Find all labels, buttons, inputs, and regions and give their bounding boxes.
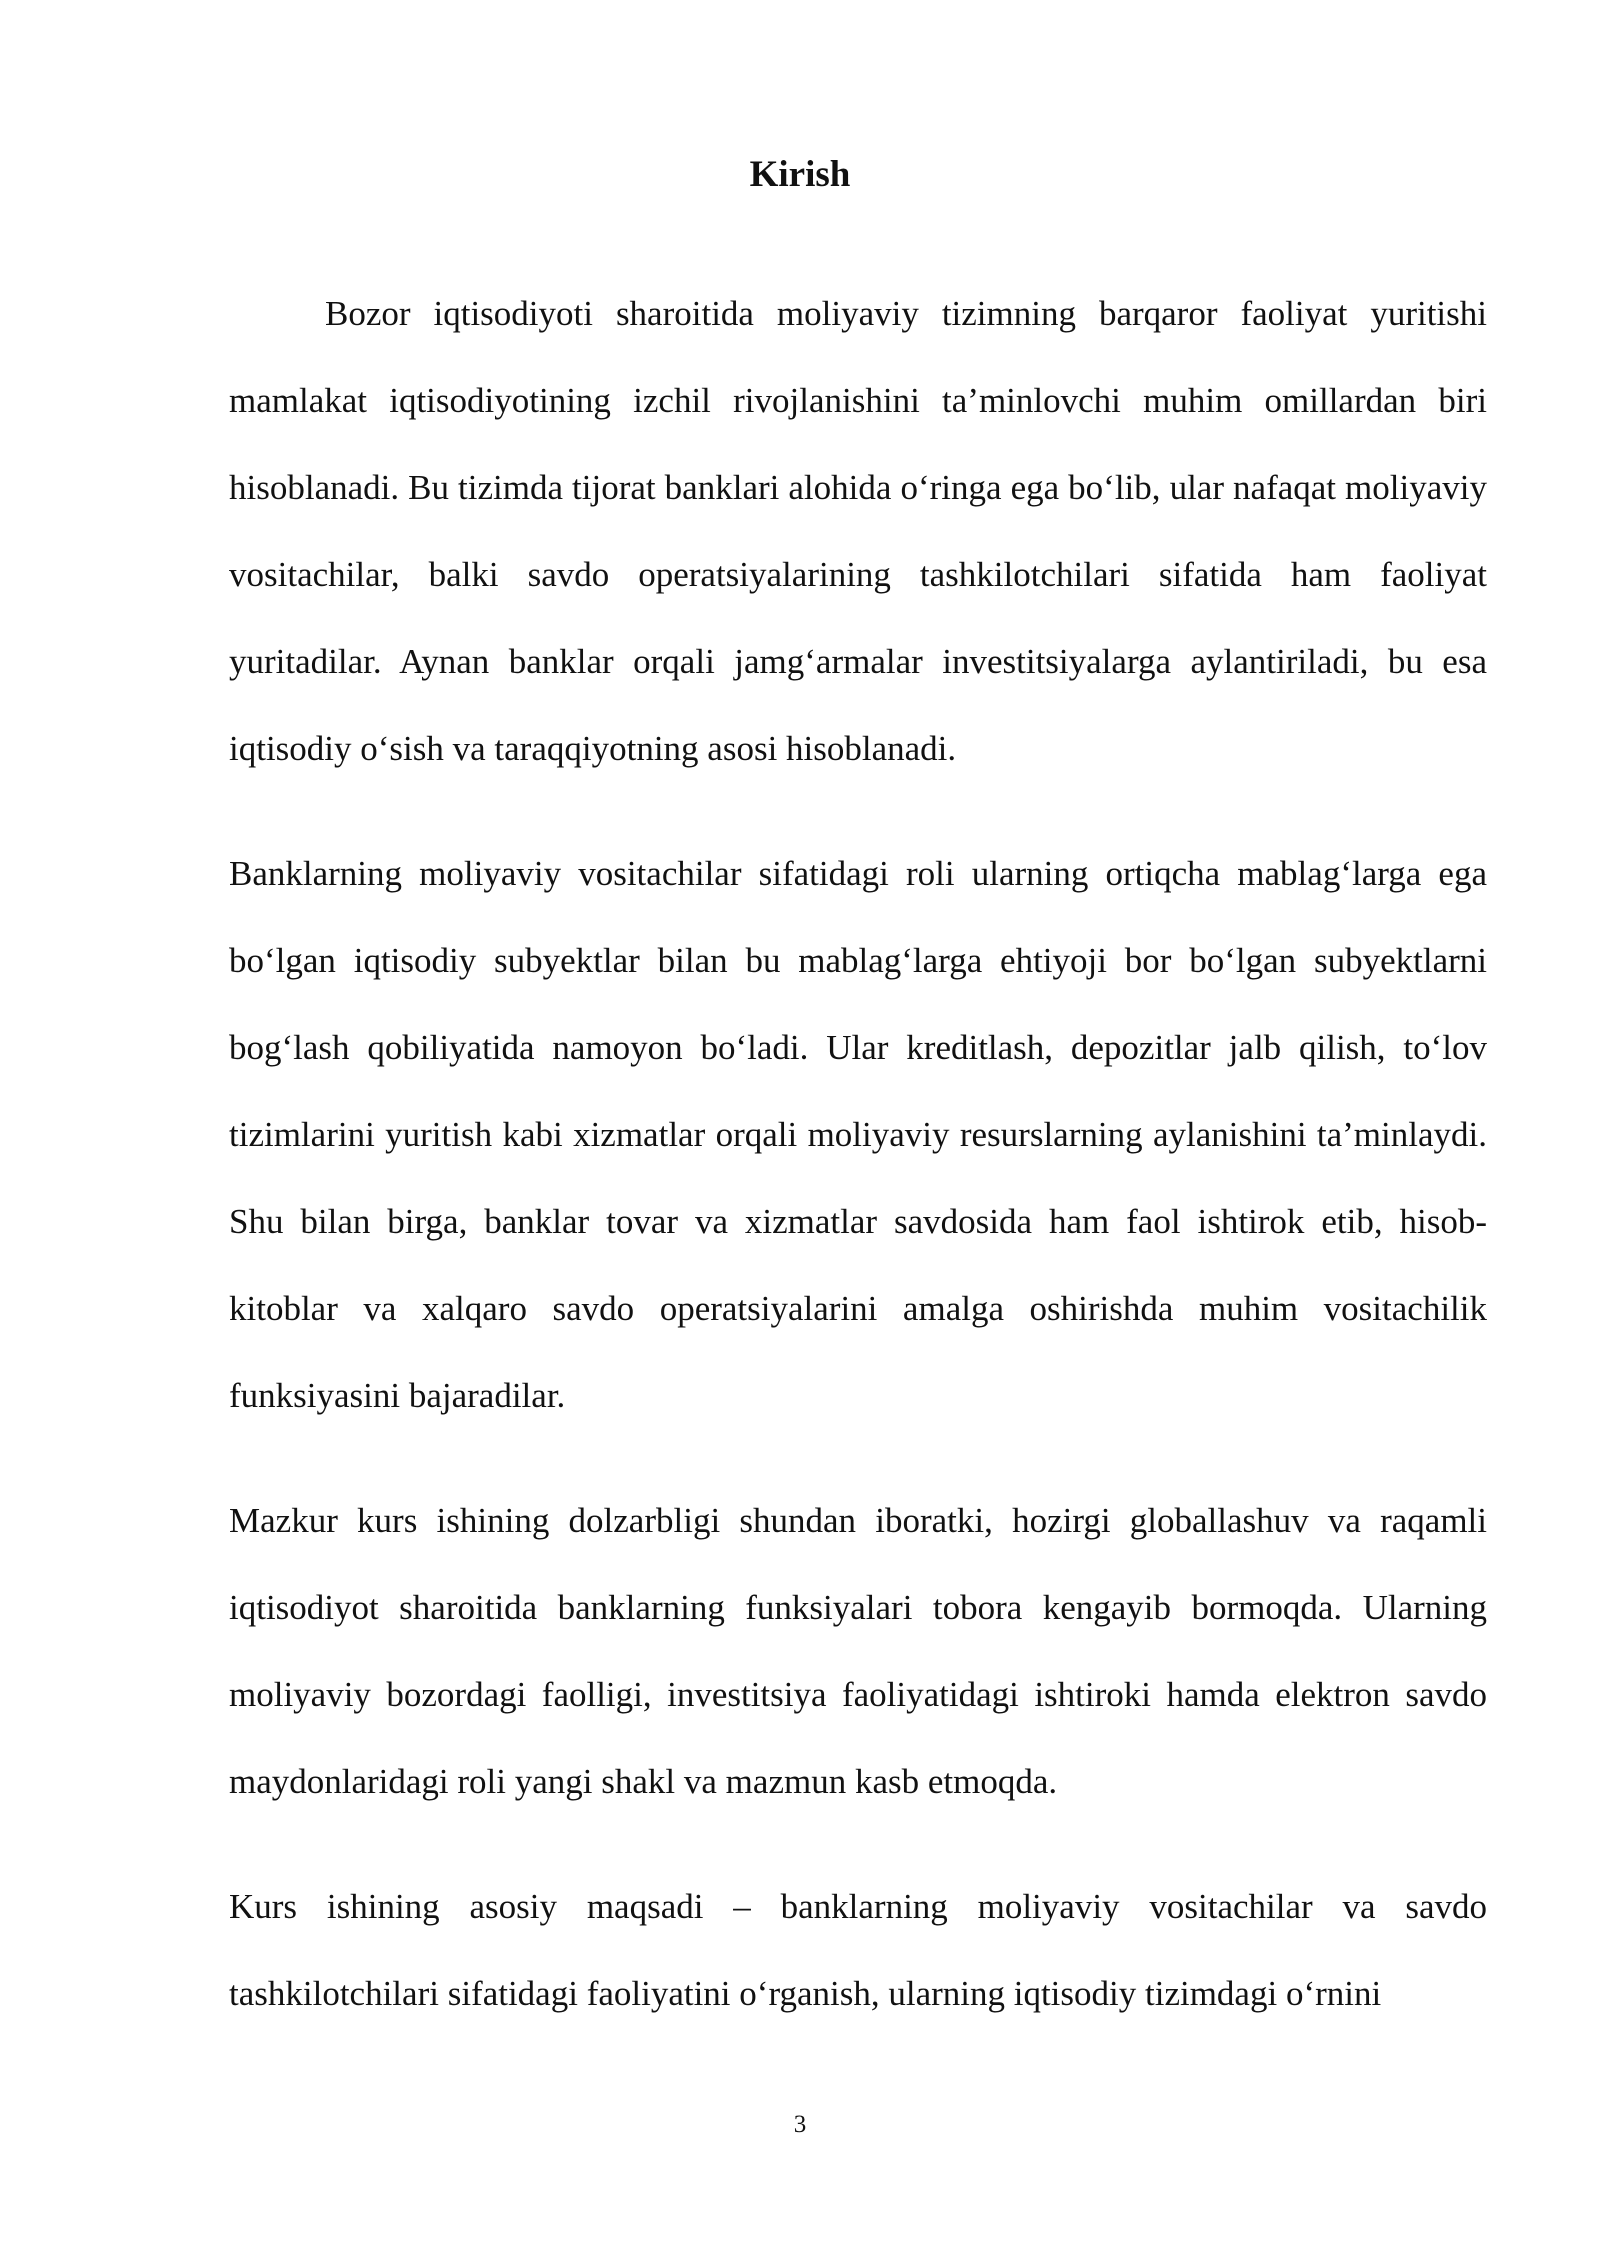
body-text	[229, 270, 1487, 2037]
page-number: 3	[793, 2111, 807, 2138]
paragraph-banks-role: Banklarning moliyaviy vositachilar sifatidagi roli ularning ortiqcha mablag‘larga ega bo‘lgan iqtisodiy subyektlar bilan bu mablag‘larga ehtiyoji bor bo‘lgan subyektlarni bog‘lash qobiliyatida namoyon bo‘ladi. Ular kreditlash, depozitlar jalb qilish, to‘lov tizimlarini yuritish kabi xizmatlar orqali moliyaviy resurslarning aylanishini ta’minlaydi. Shu bilan birga, banklar tovar va xizmatlar savdosida ham faol ishtirok etib, hisob-kitoblar va xalqaro savdo operatsiyalarini amalga oshirishda muhim vositachilik funksiyasini bajaradilar.	[229, 854, 1487, 1415]
paragraph-goal: Kurs ishining asosiy maqsadi – banklarning moliyaviy vositachilar va savdo tashkilotchilari sifatidagi faoliyatini o‘rganish, ularning iqtisodiy tizimdagi o‘rnini	[229, 1887, 1487, 2013]
paragraph-relevance: Mazkur kurs ishining dolzarbligi shundan iboratki, hozirgi globallashuv va raqamli iqtisodiyot sharoitida banklarning funksiyalari tobora kengayib bormoqda. Ularning moliyaviy bozordagi faolligi, investitsiya faoliyatidagi ishtiroki hamda elektron savdo maydonlaridagi roli yangi shakl va mazmun kasb etmoqda.	[229, 1501, 1487, 1801]
paragraph-intro: Bozor iqtisodiyoti sharoitida moliyaviy tizimning barqaror faoliyat yuritishi mamlakat iqtisodiyotining izchil rivojlanishini ta’minlovchi muhim omillardan biri hisoblanadi. Bu tizimda tijorat banklari alohida o‘ringa ega bo‘lib, ular nafaqat moliyaviy vositachilar, balki savdo operatsiyalarining tashkilotchilari sifatida ham faoliyat yuritadilar. Aynan banklar orqali jamg‘armalar investitsiyalarga aylantiriladi, bu esa iqtisodiy o‘sish va taraqqiyotning asosi hisoblanadi.	[229, 294, 1487, 768]
page-title: Kirish	[749, 154, 851, 195]
